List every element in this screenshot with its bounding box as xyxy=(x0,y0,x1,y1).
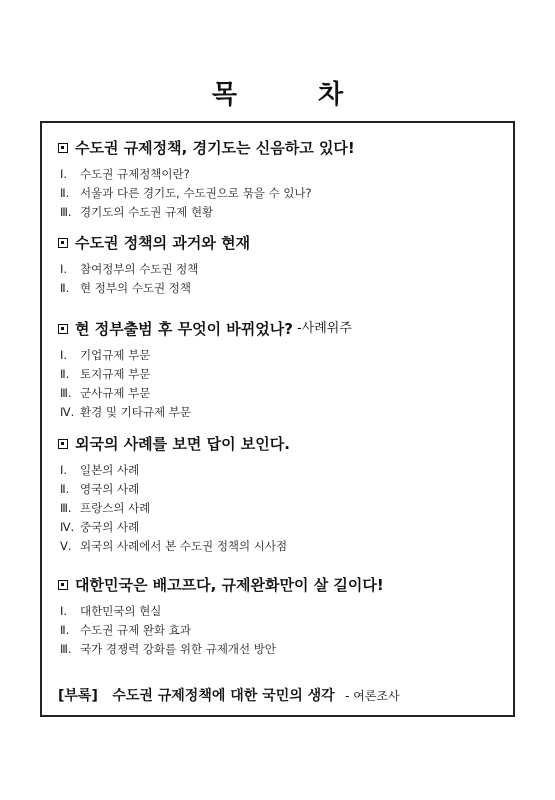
section-heading[interactable] xyxy=(58,434,513,454)
item-text: 영국의 사례 xyxy=(80,482,140,496)
item-numeral: Ⅳ. xyxy=(60,520,75,534)
list-item[interactable] xyxy=(58,403,513,422)
item-text: 현 정부의 수도권 정책 xyxy=(80,281,191,295)
list-item[interactable] xyxy=(58,499,513,518)
toc-section-5 xyxy=(58,575,513,659)
section-heading[interactable] xyxy=(58,138,513,158)
square-bullet-icon xyxy=(58,580,68,590)
item-numeral: Ⅱ. xyxy=(60,186,70,200)
list-item[interactable] xyxy=(58,279,513,298)
item-text: 토지규제 부문 xyxy=(80,367,151,381)
list-item[interactable] xyxy=(58,346,513,365)
item-numeral: Ⅲ. xyxy=(60,501,72,515)
item-text: 서울과 다른 경기도, 수도권으로 묶을 수 있나? xyxy=(80,186,312,200)
square-bullet-icon xyxy=(58,143,68,153)
section-heading-text: 대한민국은 배고프다, 규제완화만이 살 길이다! xyxy=(75,576,384,594)
section-heading-text: 수도권 규제정책, 경기도는 신음하고 있다! xyxy=(75,139,355,157)
list-item[interactable] xyxy=(58,384,513,403)
item-numeral: Ⅰ. xyxy=(60,348,68,362)
toc-section-4 xyxy=(58,434,513,556)
section-heading-text: 현 정부출범 후 무엇이 바뀌었나? xyxy=(75,320,293,338)
list-item[interactable] xyxy=(58,640,513,659)
item-numeral: Ⅰ. xyxy=(60,604,68,618)
item-numeral: Ⅲ. xyxy=(60,205,72,219)
list-item[interactable] xyxy=(58,621,513,640)
section-heading[interactable] xyxy=(58,233,513,253)
list-item[interactable] xyxy=(58,480,513,499)
appendix-suffix: - 여론조사 xyxy=(345,689,400,703)
appendix-title: 수도권 규제정책에 대한 국민의 생각 xyxy=(112,688,335,704)
section-heading-text: 수도권 정책의 과거와 현재 xyxy=(75,234,251,252)
item-text: 국가 경쟁력 강화를 위한 규제개선 방안 xyxy=(80,642,277,656)
list-item[interactable] xyxy=(58,537,513,556)
item-numeral: Ⅲ. xyxy=(60,386,72,400)
list-item[interactable] xyxy=(58,184,513,203)
appendix-entry[interactable] xyxy=(58,686,513,706)
item-text: 기업규제 부문 xyxy=(80,348,151,362)
square-bullet-icon xyxy=(58,324,68,334)
section-items xyxy=(58,602,513,659)
section-heading-text: 외국의 사례를 보면 답이 보인다. xyxy=(75,435,290,453)
list-item[interactable] xyxy=(58,602,513,621)
item-numeral: Ⅱ. xyxy=(60,482,70,496)
item-numeral: Ⅱ. xyxy=(60,623,70,637)
section-items xyxy=(58,461,513,556)
item-text: 프랑스의 사례 xyxy=(80,501,151,515)
section-items xyxy=(58,260,513,298)
toc-section-1 xyxy=(58,138,513,222)
square-bullet-icon xyxy=(58,238,68,248)
table-of-contents xyxy=(40,121,515,717)
section-items xyxy=(58,165,513,222)
section-heading[interactable] xyxy=(58,575,513,595)
item-text: 경기도의 수도권 규제 현황 xyxy=(80,205,214,219)
item-text: 일본의 사례 xyxy=(80,463,140,477)
item-numeral: Ⅳ. xyxy=(60,405,75,419)
item-text: 환경 및 기타규제 부문 xyxy=(80,405,191,419)
page-title: 목 차 xyxy=(211,80,380,110)
list-item[interactable] xyxy=(58,365,513,384)
item-numeral: Ⅰ. xyxy=(60,167,68,181)
item-numeral: Ⅱ. xyxy=(60,281,70,295)
item-text: 참여정부의 수도권 정책 xyxy=(80,262,199,276)
item-numeral: Ⅰ. xyxy=(60,463,68,477)
item-text: 군사규제 부문 xyxy=(80,386,151,400)
item-text: 외국의 사례에서 본 수도권 정책의 시사점 xyxy=(80,539,288,553)
list-item[interactable] xyxy=(58,165,513,184)
square-bullet-icon xyxy=(58,439,68,449)
item-text: 중국의 사례 xyxy=(80,520,140,534)
toc-section-3 xyxy=(58,319,513,422)
item-text: 대한민국의 현실 xyxy=(80,604,162,618)
item-numeral: Ⅴ. xyxy=(60,539,72,553)
item-text: 수도권 규제정책이란? xyxy=(80,167,190,181)
item-numeral: Ⅲ. xyxy=(60,642,72,656)
item-text: 수도권 규제 완화 효과 xyxy=(80,623,191,637)
list-item[interactable] xyxy=(58,461,513,480)
list-item[interactable] xyxy=(58,203,513,222)
toc-section-2 xyxy=(58,233,513,298)
appendix-label: [부록] xyxy=(58,688,98,704)
section-items xyxy=(58,346,513,422)
section-heading[interactable] xyxy=(58,319,513,339)
section-heading-suffix: -사례위주 xyxy=(296,321,352,336)
item-numeral: Ⅰ. xyxy=(60,262,68,276)
item-numeral: Ⅱ. xyxy=(60,367,70,381)
list-item[interactable] xyxy=(58,518,513,537)
list-item[interactable] xyxy=(58,260,513,279)
